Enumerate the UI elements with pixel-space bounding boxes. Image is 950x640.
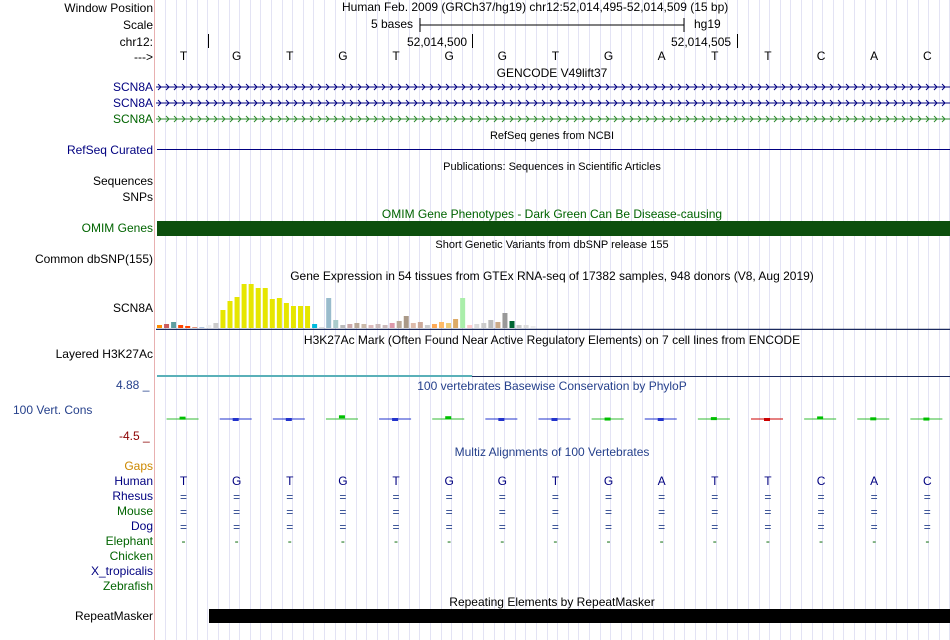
gtex-tissue-bar xyxy=(411,323,416,328)
match-mark: = xyxy=(764,520,772,534)
human-base: A xyxy=(657,474,666,488)
phylop-score-mark xyxy=(551,418,557,421)
gtex-tissue-bar xyxy=(263,288,268,328)
gtex-tissue-bar xyxy=(319,327,324,328)
gtex-tissue-bar xyxy=(220,310,225,328)
match-mark: = xyxy=(498,490,506,504)
phylop-score-mark xyxy=(180,417,186,420)
repeatmasker-element[interactable] xyxy=(209,609,950,623)
gtex-tissue-bar xyxy=(270,299,275,328)
human-base: A xyxy=(870,474,879,488)
repeatmasker-label[interactable]: RepeatMasker xyxy=(74,609,153,623)
match-mark: = xyxy=(551,520,559,534)
gtex-tissue-bar xyxy=(432,324,437,328)
gap-mark: - xyxy=(340,534,345,548)
base-letter: T xyxy=(392,49,400,63)
match-mark: = xyxy=(339,520,347,534)
match-mark: = xyxy=(711,520,719,534)
gaps-label[interactable]: Gaps xyxy=(124,459,153,473)
gtex-tissue-bar xyxy=(284,303,289,328)
phylop-score-mark xyxy=(233,418,239,421)
coord-1: 52,014,500 xyxy=(407,35,468,49)
phylop-score-mark xyxy=(498,418,504,421)
match-mark: = xyxy=(711,490,719,504)
human-base: C xyxy=(816,474,826,488)
gtex-tissue-bar xyxy=(369,325,374,328)
match-mark: = xyxy=(233,490,241,504)
gtex-tissue-bar xyxy=(340,325,345,328)
match-mark: = xyxy=(339,505,347,519)
gtex-tissue-bar xyxy=(164,324,169,328)
match-mark: = xyxy=(339,490,347,504)
base-letter: C xyxy=(816,49,826,63)
coord-tick-0 xyxy=(208,34,209,48)
gtex-title: Gene Expression in 54 tissues from GTEx RNA-seq of 17382 samples, 948 donors (V8, Aug 2019) xyxy=(290,269,814,283)
base-letter: T xyxy=(286,49,294,63)
gtex-tissue-bar xyxy=(228,301,233,328)
human-base: T xyxy=(392,474,400,488)
gtex-tissue-bar xyxy=(531,326,536,328)
gtex-tissue-bar xyxy=(376,324,381,328)
refseq-gene-line[interactable] xyxy=(157,149,950,150)
match-mark: = xyxy=(179,490,187,504)
match-mark: = xyxy=(233,505,241,519)
match-mark: = xyxy=(817,520,825,534)
phylop-score-mark xyxy=(286,418,292,421)
gtex-tissue-bar xyxy=(481,323,486,328)
gap-mark: - xyxy=(872,534,877,548)
gap-mark: - xyxy=(181,534,186,548)
base-letter: G xyxy=(444,49,454,63)
gtex-tissue-bar xyxy=(460,298,465,328)
match-mark: = xyxy=(923,490,931,504)
species-label[interactable]: Rhesus xyxy=(112,489,153,503)
gtex-tissue-bar xyxy=(467,325,472,328)
gtex-tissue-bar xyxy=(361,324,366,328)
phylop-max-label: 4.88 _ xyxy=(116,378,150,392)
phylop-score-mark xyxy=(658,418,664,421)
phylop-score-mark xyxy=(764,418,770,421)
match-mark: = xyxy=(711,505,719,519)
gtex-tissue-bar xyxy=(333,320,338,328)
gtex-tissue-bar xyxy=(517,325,522,328)
gtex-tissue-bar xyxy=(291,306,296,328)
gtex-tissue-bar xyxy=(199,327,204,328)
gtex-tissue-bar xyxy=(502,313,507,328)
gtex-tissue-bar xyxy=(488,320,493,328)
match-mark: = xyxy=(286,490,294,504)
base-letter: G xyxy=(338,49,348,63)
scale-bar xyxy=(418,17,688,33)
gencode-tracks[interactable] xyxy=(156,81,950,127)
match-mark: = xyxy=(764,490,772,504)
phylop-track[interactable] xyxy=(156,395,950,435)
omim-label[interactable]: OMIM Genes xyxy=(81,221,153,235)
match-mark: = xyxy=(870,505,878,519)
phylop-score-mark xyxy=(605,418,611,421)
strand-label[interactable]: ---> xyxy=(134,50,153,64)
data-area-border xyxy=(154,0,155,640)
coord-tick-1 xyxy=(472,34,473,48)
phylop-score-mark xyxy=(923,418,929,421)
gencode-title: GENCODE V49lift37 xyxy=(496,66,608,80)
human-base: G xyxy=(603,474,614,488)
base-letter: G xyxy=(497,49,507,63)
gtex-tissue-bar xyxy=(192,327,197,328)
gtex-tissue-bar xyxy=(157,325,162,328)
repeatmasker-title: Repeating Elements by RepeatMasker xyxy=(449,595,655,609)
omim-bar[interactable] xyxy=(157,221,950,236)
phylop-label[interactable]: 100 Vert. Cons xyxy=(13,403,93,417)
human-base: G xyxy=(497,474,507,488)
human-base: C xyxy=(922,474,932,488)
match-mark: = xyxy=(658,520,666,534)
scale-text: 5 bases xyxy=(371,17,414,31)
gtex-tissue-bar xyxy=(404,316,409,328)
match-mark: = xyxy=(551,490,559,504)
gap-mark: - xyxy=(712,534,717,548)
gtex-tissue-bar xyxy=(446,323,451,328)
match-mark: = xyxy=(286,520,294,534)
human-base: T xyxy=(286,474,294,488)
gap-mark: - xyxy=(925,534,930,548)
match-mark: = xyxy=(605,505,613,519)
publications-title: Publications: Sequences in Scientific Articles xyxy=(443,161,661,173)
human-base: T xyxy=(179,474,188,488)
match-mark: = xyxy=(658,505,666,519)
dbsnp-label[interactable]: Common dbSNP(155) xyxy=(34,252,153,266)
phylop-title: 100 vertebrates Basewise Conservation by PhyloP xyxy=(417,379,687,393)
gencode-track-label-2[interactable]: SCN8A xyxy=(112,96,153,110)
gap-mark: - xyxy=(287,534,292,548)
gtex-tissue-bar xyxy=(256,288,261,328)
phylop-score-mark xyxy=(817,416,823,419)
gtex-tissue-bar xyxy=(354,323,359,328)
gap-mark: - xyxy=(553,534,558,548)
gtex-tissue-bar xyxy=(524,325,529,328)
gtex-tissue-bar xyxy=(235,297,240,328)
window-position-value: Human Feb. 2009 (GRCh37/hg19) chr12:52,014,495-52,014,509 (15 bp) xyxy=(342,0,729,14)
match-mark: = xyxy=(551,505,559,519)
coord-2: 52,014,505 xyxy=(671,35,732,49)
chr-label: chr12: xyxy=(119,35,153,49)
h3k27ac-baseline xyxy=(472,376,950,377)
gencode-track-label-1[interactable]: SCN8A xyxy=(112,80,153,94)
species-label[interactable]: X_tropicalis xyxy=(90,564,153,578)
gtex-tissue-bar xyxy=(474,324,479,328)
match-mark: = xyxy=(605,520,613,534)
base-letter: A xyxy=(870,49,879,63)
species-label[interactable]: Chicken xyxy=(109,549,153,563)
h3k27ac-label[interactable]: Layered H3K27Ac xyxy=(55,347,153,361)
gtex-tissue-bar xyxy=(249,284,254,328)
base-letter: T xyxy=(179,49,188,63)
gtex-tissue-bar xyxy=(206,325,211,328)
base-letter: T xyxy=(551,49,560,63)
match-mark: = xyxy=(286,505,294,519)
h3k27ac-signal[interactable] xyxy=(157,375,472,377)
species-label[interactable]: Dog xyxy=(130,519,153,533)
phylop-score-mark xyxy=(392,418,398,421)
sequences-label[interactable]: Sequences xyxy=(92,174,153,188)
gtex-tissue-bar xyxy=(305,306,310,328)
gtex-tissue-bar xyxy=(397,321,402,328)
gtex-tissue-bar xyxy=(383,325,388,328)
human-base: G xyxy=(444,474,454,488)
gtex-tissue-bar xyxy=(495,322,500,328)
match-mark: = xyxy=(923,520,931,534)
scale-assembly: hg19 xyxy=(694,17,721,31)
gtex-tissue-bar xyxy=(390,323,395,328)
gtex-tissue-bar xyxy=(185,326,190,328)
base-letter: G xyxy=(231,49,242,63)
h3k27ac-title: H3K27Ac Mark (Often Found Near Active Regulatory Elements) on 7 cell lines from ENCODE xyxy=(303,333,801,347)
match-mark: = xyxy=(923,505,931,519)
base-letter: C xyxy=(922,49,932,63)
gtex-tissue-bar xyxy=(347,324,352,328)
match-mark: = xyxy=(179,520,187,534)
base-letter: G xyxy=(603,49,614,63)
gap-mark: - xyxy=(606,534,611,548)
gap-mark: - xyxy=(765,534,770,548)
match-mark: = xyxy=(498,520,506,534)
window-position-label: Window Position xyxy=(64,1,153,15)
gtex-chart[interactable] xyxy=(156,282,950,330)
gap-mark: - xyxy=(234,534,239,548)
snps-label[interactable]: SNPs xyxy=(122,190,153,204)
match-mark: = xyxy=(392,490,400,504)
match-mark: = xyxy=(445,520,453,534)
gap-mark: - xyxy=(500,534,505,548)
match-mark: = xyxy=(658,490,666,504)
match-mark: = xyxy=(817,490,825,504)
base-letter: T xyxy=(711,49,719,63)
gtex-tissue-bar xyxy=(418,322,423,328)
human-base: G xyxy=(231,474,242,488)
gtex-tissue-bar xyxy=(178,325,183,328)
match-mark: = xyxy=(764,505,772,519)
omim-title: OMIM Gene Phenotypes - Dark Green Can Be Disease-causing xyxy=(381,207,723,221)
gtex-tissue-bar xyxy=(312,324,317,328)
phylop-score-mark xyxy=(339,415,345,418)
refseq-title: RefSeq genes from NCBI xyxy=(489,130,615,142)
gtex-tissue-bar xyxy=(242,284,247,328)
gencode-track-label-3[interactable]: SCN8A xyxy=(112,112,153,126)
match-mark: = xyxy=(392,505,400,519)
multiz-title: Multiz Alignments of 100 Vertebrates xyxy=(454,445,650,459)
human-base: T xyxy=(711,474,719,488)
gtex-tissue-bar xyxy=(510,321,515,328)
gtex-label[interactable]: SCN8A xyxy=(112,301,153,315)
gtex-tissue-bar xyxy=(453,319,458,328)
refseq-label[interactable]: RefSeq Curated xyxy=(66,143,153,157)
gap-mark: - xyxy=(394,534,399,548)
match-mark: = xyxy=(445,505,453,519)
gap-mark: - xyxy=(819,534,824,548)
phylop-score-mark xyxy=(445,416,451,419)
species-label[interactable]: Human xyxy=(114,474,153,488)
gtex-tissue-bar xyxy=(171,322,176,328)
species-label[interactable]: Zebrafish xyxy=(102,579,153,593)
gtex-tissue-bar xyxy=(326,298,331,328)
match-mark: = xyxy=(870,490,878,504)
coord-tick-2 xyxy=(737,34,738,48)
dbsnp-title: Short Genetic Variants from dbSNP release 155 xyxy=(435,239,669,251)
base-letter: T xyxy=(764,49,772,63)
species-label[interactable]: Elephant xyxy=(105,534,153,548)
base-letter: A xyxy=(657,49,666,63)
gap-mark: - xyxy=(447,534,452,548)
match-mark: = xyxy=(179,505,187,519)
match-mark: = xyxy=(445,490,453,504)
match-mark: = xyxy=(870,520,878,534)
phylop-score-mark xyxy=(870,417,876,420)
gap-mark: - xyxy=(659,534,664,548)
match-mark: = xyxy=(233,520,241,534)
match-mark: = xyxy=(605,490,613,504)
match-mark: = xyxy=(817,505,825,519)
gtex-tissue-bar xyxy=(277,298,282,328)
human-base: T xyxy=(764,474,772,488)
match-mark: = xyxy=(498,505,506,519)
species-label[interactable]: Mouse xyxy=(116,504,153,518)
gtex-tissue-bar xyxy=(425,325,430,328)
human-base: G xyxy=(338,474,348,488)
gtex-tissue-bar xyxy=(439,322,444,328)
phylop-min-label: -4.5 _ xyxy=(119,429,150,443)
gtex-tissue-bar xyxy=(298,306,303,328)
phylop-score-mark xyxy=(711,417,717,420)
scale-label: Scale xyxy=(122,18,153,32)
gtex-tissue-bar xyxy=(213,323,218,328)
match-mark: = xyxy=(392,520,400,534)
human-base: T xyxy=(551,474,560,488)
